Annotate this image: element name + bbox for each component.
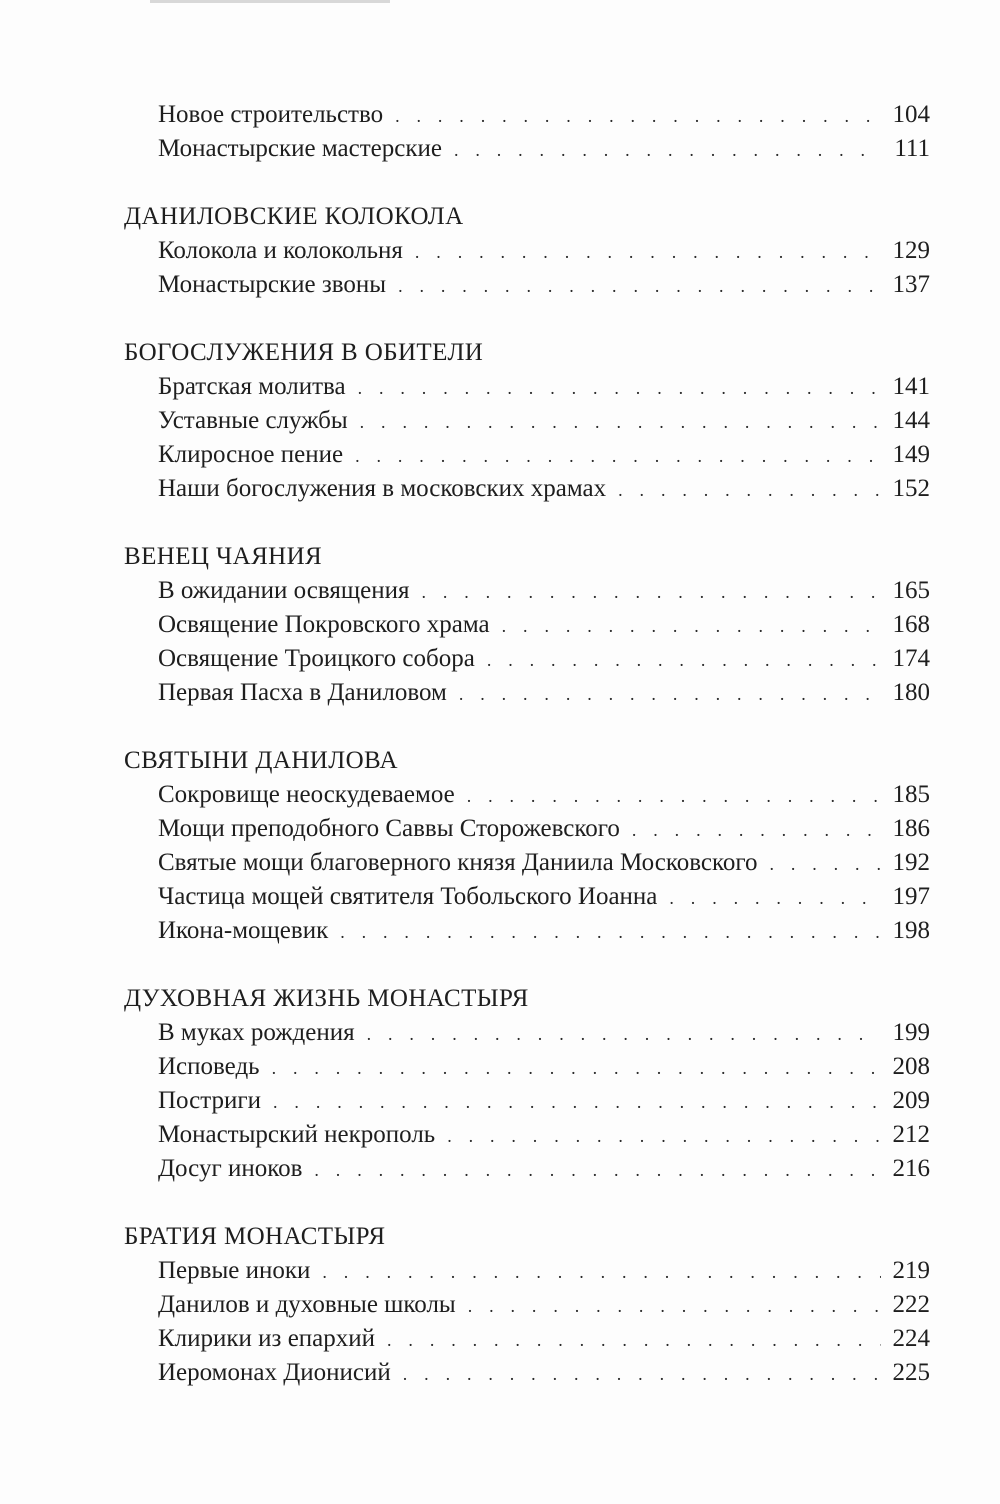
toc-section <box>124 982 930 1186</box>
dot-leader <box>454 133 882 167</box>
dot-leader <box>340 915 880 949</box>
page-number: 209 <box>892 1087 930 1114</box>
page-number: 111 <box>894 135 930 162</box>
toc-entry <box>124 472 930 506</box>
toc-section <box>124 98 930 166</box>
scan-edge-mark <box>150 0 390 3</box>
page-number: 216 <box>892 1155 930 1182</box>
page-number: 149 <box>892 441 930 468</box>
dot-leader <box>403 1357 881 1391</box>
page-number: 144 <box>892 407 930 434</box>
entry-title: Наши богослужения в московских храмах <box>158 475 607 502</box>
toc-entry <box>124 812 930 846</box>
page-number: 165 <box>892 577 930 604</box>
table-of-contents <box>124 98 930 1424</box>
section-title: ДУХОВНАЯ ЖИЗНЬ МОНАСТЫРЯ <box>124 985 529 1012</box>
entry-title: Братская молитва <box>158 373 346 400</box>
toc-entry <box>124 880 930 914</box>
page-number: 222 <box>892 1291 930 1318</box>
dot-leader <box>322 1255 880 1289</box>
dot-leader <box>273 1085 880 1119</box>
toc-entry <box>124 1016 930 1050</box>
dot-leader <box>421 575 880 609</box>
dot-leader <box>502 609 881 643</box>
entry-title: Первые иноки <box>158 1257 311 1284</box>
toc-entry <box>124 1152 930 1186</box>
dot-leader <box>467 779 881 813</box>
toc-entry <box>124 642 930 676</box>
dot-leader <box>367 1017 881 1051</box>
page-number: 168 <box>892 611 930 638</box>
page-number: 104 <box>892 101 930 128</box>
page-number: 208 <box>892 1053 930 1080</box>
page-number: 174 <box>892 645 930 672</box>
entry-title: Досуг иноков <box>158 1155 303 1182</box>
dot-leader <box>398 269 880 303</box>
toc-entry <box>124 1322 930 1356</box>
toc-entry <box>124 234 930 268</box>
toc-section <box>124 336 930 506</box>
page-number: 192 <box>892 849 930 876</box>
entry-title: Уставные службы <box>158 407 348 434</box>
entry-title: Монастырские мастерские <box>158 135 442 162</box>
entry-title: Колокола и колокольня <box>158 237 403 264</box>
toc-section <box>124 744 930 948</box>
entry-title: Новое строительство <box>158 101 384 128</box>
entry-title: Икона-мощевик <box>158 917 329 944</box>
page-number: 212 <box>892 1121 930 1148</box>
dot-leader <box>487 643 881 677</box>
toc-entry <box>124 404 930 438</box>
dot-leader <box>669 881 880 915</box>
dot-leader <box>395 99 880 133</box>
entry-title: Освящение Троицкого собора <box>158 645 475 672</box>
section-title: ВЕНЕЦ ЧАЯНИЯ <box>124 543 323 570</box>
toc-entry <box>124 1356 930 1390</box>
dot-leader <box>459 677 881 711</box>
dot-leader <box>415 235 881 269</box>
dot-leader <box>632 813 881 847</box>
entry-title: Частица мощей святителя Тобольского Иоанна <box>158 883 658 910</box>
page-number: 198 <box>892 917 930 944</box>
page-number: 185 <box>892 781 930 808</box>
entry-title: Мощи преподобного Саввы Сторожевского <box>158 815 620 842</box>
dot-leader <box>447 1119 880 1153</box>
entry-title: Постриги <box>158 1087 262 1114</box>
entry-title: В ожидании освящения <box>158 577 410 604</box>
dot-leader <box>360 405 881 439</box>
entry-title: Клиросное пение <box>158 441 344 468</box>
toc-entry <box>124 370 930 404</box>
toc-entry <box>124 1084 930 1118</box>
dot-leader <box>387 1323 880 1357</box>
toc-entry <box>124 268 930 302</box>
page-number: 186 <box>892 815 930 842</box>
toc-entry <box>124 608 930 642</box>
dot-leader <box>769 847 880 881</box>
entry-title: Сокровище неоскудеваемое <box>158 781 455 808</box>
entry-title: Святые мощи благоверного князя Даниила Московского <box>158 849 758 876</box>
toc-entry <box>124 98 930 132</box>
entry-title: Исповедь <box>158 1053 260 1080</box>
toc-entry <box>124 1288 930 1322</box>
page-number: 137 <box>892 271 930 298</box>
page-number: 225 <box>892 1359 930 1386</box>
dot-leader <box>358 371 881 405</box>
toc-entry <box>124 438 930 472</box>
entry-title: Данилов и духовные школы <box>158 1291 456 1318</box>
toc-section <box>124 1220 930 1390</box>
page-number: 141 <box>892 373 930 400</box>
toc-entry <box>124 676 930 710</box>
page-number: 224 <box>892 1325 930 1352</box>
toc-entry <box>124 1118 930 1152</box>
toc-entry <box>124 914 930 948</box>
toc-entry <box>124 574 930 608</box>
page-number: 180 <box>892 679 930 706</box>
entry-title: Первая Пасха в Даниловом <box>158 679 447 706</box>
section-title: БОГОСЛУЖЕНИЯ В ОБИТЕЛИ <box>124 339 484 366</box>
toc-entry <box>124 132 930 166</box>
toc-entry <box>124 778 930 812</box>
page-number: 219 <box>892 1257 930 1284</box>
toc-section <box>124 200 930 302</box>
dot-leader <box>618 473 880 507</box>
dot-leader <box>468 1289 881 1323</box>
entry-title: Клирики из епархий <box>158 1325 376 1352</box>
toc-entry <box>124 846 930 880</box>
toc-entry <box>124 1050 930 1084</box>
page-number: 152 <box>892 475 930 502</box>
toc-entry <box>124 1254 930 1288</box>
page-number: 197 <box>892 883 930 910</box>
entry-title: Монастырский некрополь <box>158 1121 436 1148</box>
section-title: ДАНИЛОВСКИЕ КОЛОКОЛА <box>124 203 464 230</box>
entry-title: В муках рождения <box>158 1019 355 1046</box>
section-title: БРАТИЯ МОНАСТЫРЯ <box>124 1223 386 1250</box>
dot-leader <box>355 439 880 473</box>
entry-title: Иеромонах Дионисий <box>158 1359 391 1386</box>
entry-title: Освящение Покровского храма <box>158 611 490 638</box>
dot-leader <box>272 1051 881 1085</box>
page-number: 129 <box>892 237 930 264</box>
dot-leader <box>314 1153 880 1187</box>
section-title: СВЯТЫНИ ДАНИЛОВА <box>124 747 398 774</box>
page-number: 199 <box>892 1019 930 1046</box>
entry-title: Монастырские звоны <box>158 271 387 298</box>
toc-section <box>124 540 930 710</box>
